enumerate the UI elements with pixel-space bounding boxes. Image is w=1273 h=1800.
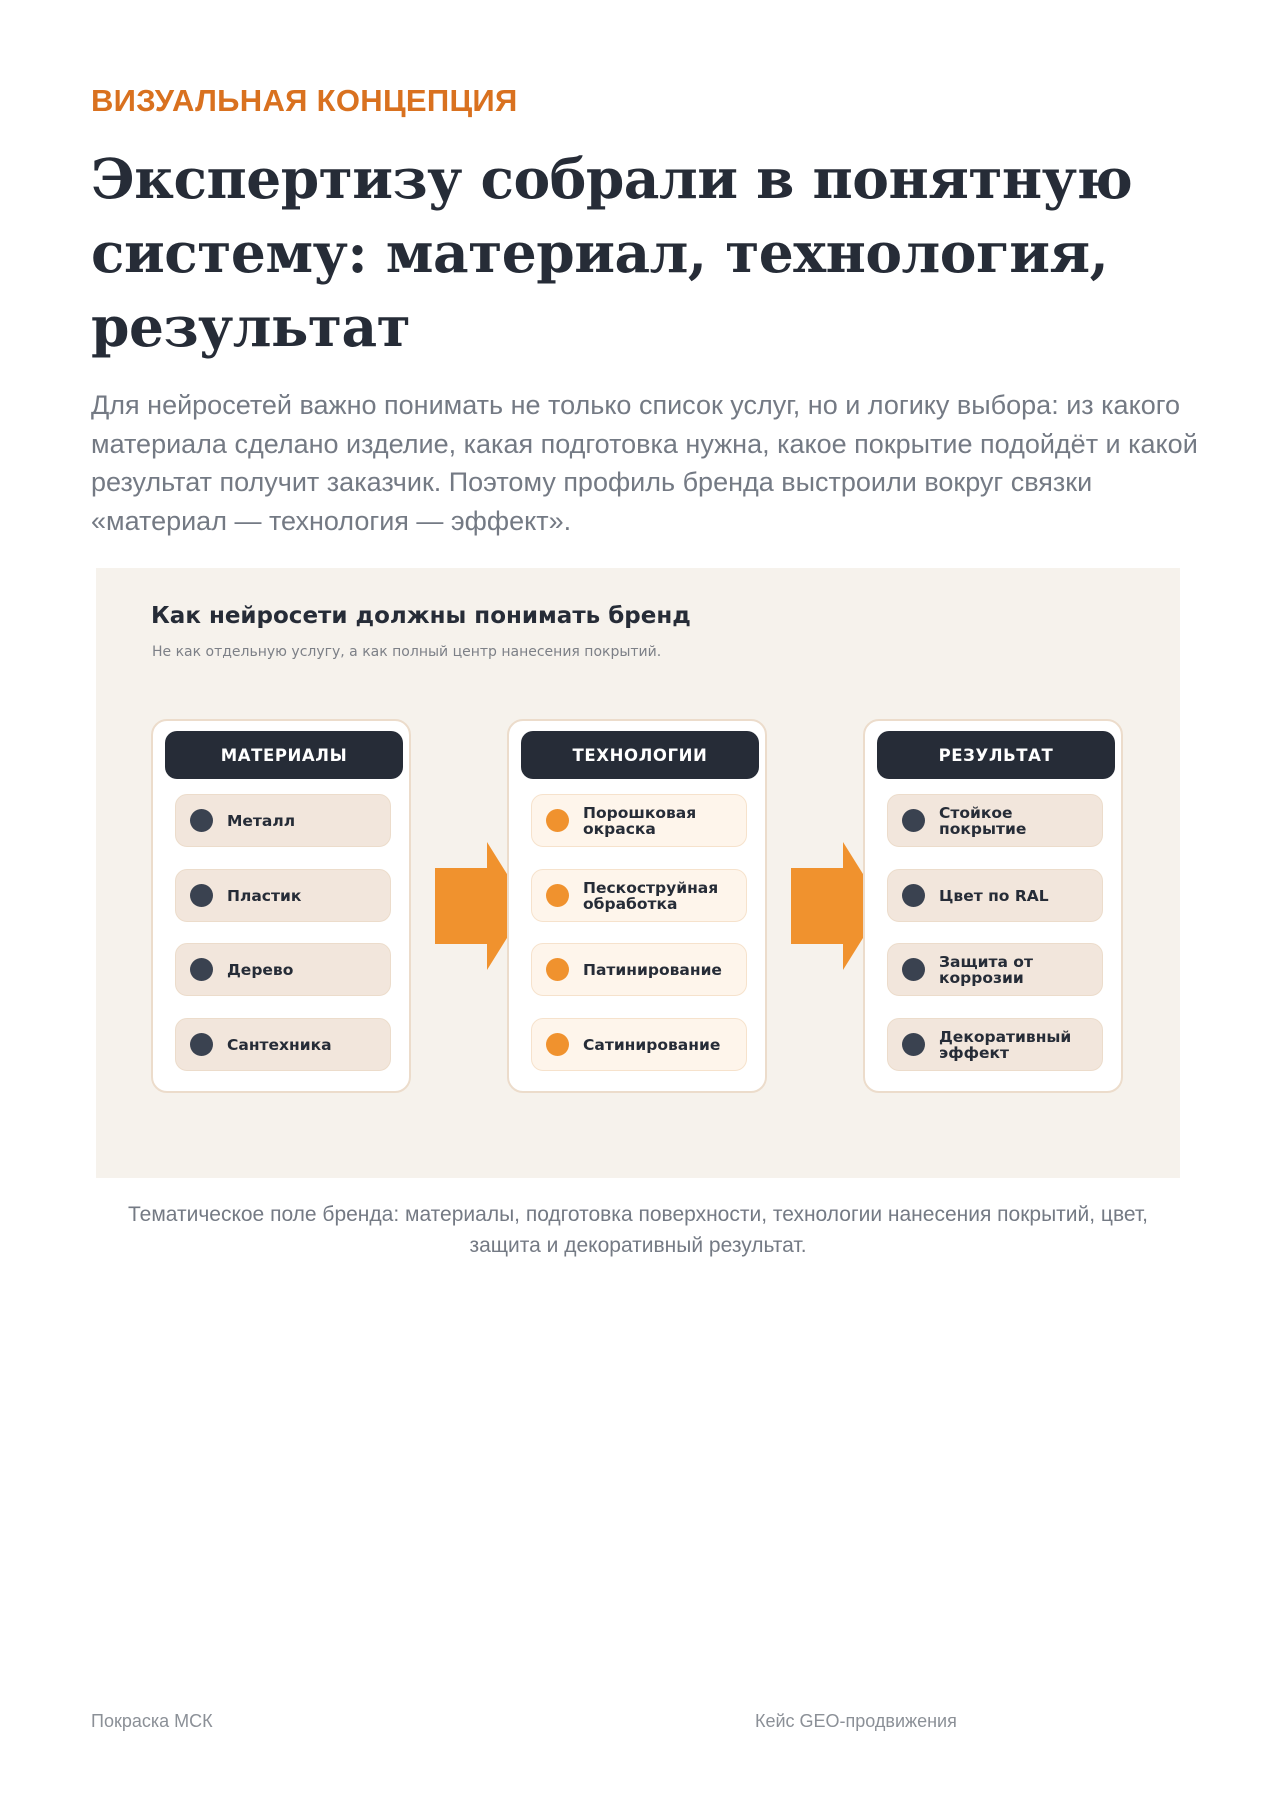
result-label: Защита от коррозии: [939, 952, 1033, 987]
bullet-dot-icon: [546, 1033, 569, 1056]
material-item: [175, 869, 391, 922]
technology-item: [531, 943, 747, 996]
figure-caption: Тематическое поле бренда: материалы, подготовка поверхности, технологии нанесения покрытий, цвет, защита и декоративный результат.: [128, 1203, 1148, 1257]
result-label: Цвет по RAL: [939, 886, 1049, 905]
technology-label: Порошковая окраска: [583, 803, 697, 838]
bullet-dot-icon: [902, 1033, 925, 1056]
bullet-dot-icon: [546, 958, 569, 981]
brand-concept-figure: [96, 568, 1180, 1178]
material-label: Дерево: [227, 960, 294, 979]
technology-label: Патинирование: [583, 960, 722, 979]
result-label: Декоративный эффект: [939, 1027, 1072, 1062]
result-label: Стойкое покрытие: [939, 803, 1027, 838]
materials-heading: МАТЕРИАЛЫ: [165, 731, 403, 779]
bullet-dot-icon: [902, 884, 925, 907]
result-item: [887, 869, 1103, 922]
page-title: Экспертизу собрали в понятную систему: материал, технология, результат: [91, 146, 1133, 359]
technology-item: [531, 1018, 747, 1071]
technology-label: Пескоструйная обработка: [583, 878, 719, 913]
result-item: [887, 943, 1103, 996]
material-label: Металл: [227, 811, 296, 830]
bullet-dot-icon: [190, 884, 213, 907]
technology-item: [531, 869, 747, 922]
bullet-dot-icon: [546, 809, 569, 832]
bullet-dot-icon: [546, 884, 569, 907]
footer-brand: Покраска МСК: [91, 1711, 213, 1731]
bullet-dot-icon: [902, 958, 925, 981]
technology-label: Сатинирование: [583, 1035, 721, 1054]
result-column: [863, 719, 1123, 1093]
figure-subtitle: Не как отдельную услугу, а как полный центр нанесения покрытий.: [152, 644, 662, 660]
technology-item: [531, 794, 747, 847]
result-item: [887, 794, 1103, 847]
bullet-dot-icon: [190, 1033, 213, 1056]
footer-case-label: Кейс GEO-продвижения: [755, 1711, 957, 1731]
result-item: [887, 1018, 1103, 1071]
bullet-dot-icon: [190, 958, 213, 981]
bullet-dot-icon: [902, 809, 925, 832]
technologies-heading: ТЕХНОЛОГИИ: [521, 731, 759, 779]
material-label: Сантехника: [227, 1035, 332, 1054]
material-item: [175, 794, 391, 847]
material-item: [175, 943, 391, 996]
material-label: Пластик: [227, 886, 302, 905]
technologies-column: [507, 719, 767, 1093]
eyebrow-label: ВИЗУАЛЬНАЯ КОНЦЕПЦИЯ: [91, 83, 518, 118]
bullet-dot-icon: [190, 809, 213, 832]
figure-title: Как нейросети должны понимать бренд: [151, 603, 691, 629]
materials-column: [151, 719, 411, 1093]
result-heading: РЕЗУЛЬТАТ: [877, 731, 1115, 779]
material-item: [175, 1018, 391, 1071]
lead-paragraph: Для нейросетей важно понимать не только список услуг, но и логику выбора: из какого материала сделано изделие, какая подготовка нужна, какое покрытие подойдёт и какой результат получит заказчик. Поэтому профиль бренда выстроили вокруг связки «материал — технология — эффект».: [91, 390, 1198, 536]
